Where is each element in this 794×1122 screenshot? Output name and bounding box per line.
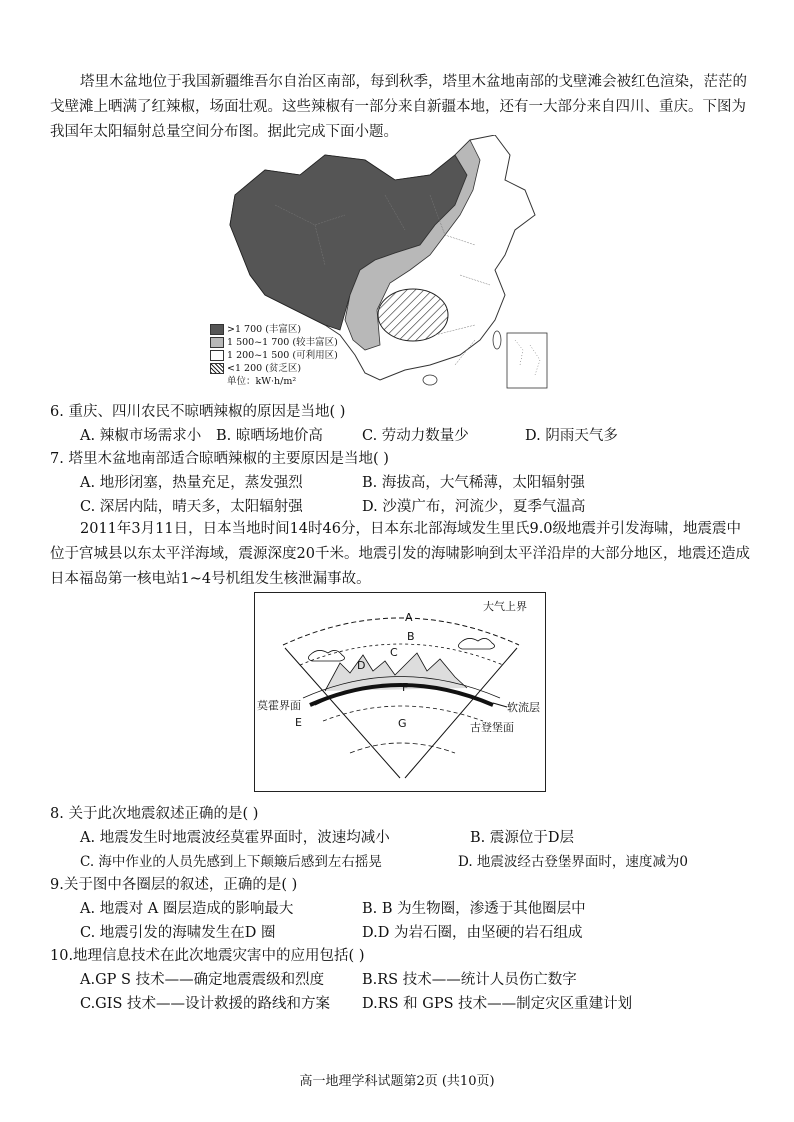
hainan-island (423, 375, 437, 385)
asthenosphere-arrow (493, 703, 507, 707)
label-asthenosphere: 软流层 (507, 701, 540, 714)
legend-item-usable (210, 350, 338, 362)
passage-earthquake: 2011年3月11日，日本当地时间14时46分，日本东北部海域发生里氏9.0级地震并引发海啸，地震震中位于宫城县以东太平洋海域，震源深度20千米。地震引发的海啸影响到太平洋沿岸的大部分地区，地震还造成日本福岛第一核电站1~4号机组发生核泄漏事故。 (50, 521, 750, 587)
legend-note: (丰富区) (265, 324, 302, 335)
q10-option-a[interactable]: A.GP S 技术——确定地震震级和烈度 (80, 972, 325, 988)
earth-layers-svg (255, 593, 545, 791)
legend-note: (可利用区) (292, 350, 338, 361)
legend-label: 1 500~1 700 (227, 337, 290, 348)
question-10-stem: 10.地理信息技术在此次地震灾害中的应用包括( ) (50, 948, 365, 964)
zone-poor (378, 289, 448, 341)
q9-option-b[interactable]: B. B 为生物圈，渗透于其他圈层中 (362, 901, 586, 917)
gutenberg-arc (350, 743, 455, 753)
q9-option-c[interactable]: C. 地震引发的海啸发生在D 圈 (80, 925, 276, 941)
q7-option-c[interactable]: C. 深居内陆，晴天多，太阳辐射强 (80, 499, 303, 515)
label-g: G (398, 717, 407, 730)
q6-option-d[interactable]: D. 阴雨天气多 (525, 428, 618, 444)
legend-label: <1 200 (227, 363, 263, 374)
q8-option-c[interactable]: C. 海中作业的人员先感到上下颠簸后感到左右摇晃 (80, 854, 382, 870)
taiwan-island (493, 331, 501, 349)
legend-swatch-relatively-rich (210, 337, 224, 348)
legend-label: 1 200~1 500 (227, 350, 290, 361)
label-f: F (402, 681, 409, 694)
legend-note: (较丰富区) (292, 337, 338, 348)
q6-option-c[interactable]: C. 劳动力数量少 (362, 428, 469, 444)
legend-label: >1 700 (227, 324, 263, 335)
question-8-stem: 8. 关于此次地震叙述正确的是( ) (50, 806, 259, 822)
legend-note: (贫乏区) (265, 363, 302, 374)
label-atmosphere-top: 大气上界 (483, 600, 527, 613)
q9-option-d[interactable]: D.D 为岩石圈，由坚硬的岩石组成 (362, 925, 583, 941)
q6-option-b[interactable]: B. 晾晒场地价高 (216, 428, 323, 444)
label-c: C (390, 646, 398, 659)
label-gutenberg: 古登堡面 (470, 721, 514, 734)
q9-option-a[interactable]: A. 地震对 A 圈层造成的影响最大 (80, 901, 294, 917)
legend-unit: 单位：kW·h/m² (227, 376, 297, 387)
legend-item-rich (210, 324, 301, 336)
legend-swatch-usable (210, 350, 224, 361)
q8-option-d[interactable]: D. 地震波经古登堡界面时，速度减为0 (458, 854, 689, 870)
question-7-stem: 7. 塔里木盆地南部适合晾晒辣椒的主要原因是当地( ) (50, 451, 389, 467)
q7-option-b[interactable]: B. 海拔高，大气稀薄，太阳辐射强 (362, 475, 585, 491)
label-d: D (357, 659, 366, 672)
legend-swatch-poor (210, 363, 224, 374)
passage-tarim: 塔里木盆地位于我国新疆维吾尔自治区南部，每到秋季，塔里木盆地南部的戈壁滩会被红色渲染，茫茫的戈壁滩上晒满了红辣椒，场面壮观。这些辣椒有一部分来自新疆本地，还有一大部分来自四川、重庆。下图为我国年太阳辐射总量空间分布图。据此完成下面小题。 (50, 74, 747, 140)
q10-option-c[interactable]: C.GIS 技术——设计救援的路线和方案 (80, 996, 331, 1012)
question-9-stem: 9.关于图中各圈层的叙述，正确的是( ) (50, 877, 298, 893)
china-solar-map (205, 135, 555, 390)
legend-item-poor (210, 363, 301, 375)
q10-option-b[interactable]: B.RS 技术——统计人员伤亡数字 (362, 972, 577, 988)
question-6-stem: 6. 重庆、四川农民不晾晒辣椒的原因是当地( ) (50, 404, 346, 420)
q7-option-a[interactable]: A. 地形闭塞，热量充足，蒸发强烈 (80, 475, 303, 491)
label-b: B (407, 630, 415, 643)
q8-option-b[interactable]: B. 震源位于D层 (470, 830, 574, 846)
label-moho: 莫霍界面 (257, 699, 301, 712)
legend-item-relatively-rich (210, 337, 338, 349)
q6-option-a[interactable]: A. 辣椒市场需求小 (80, 428, 202, 444)
page-footer: 高一地理学科试题第2页 (共10页) (299, 1074, 495, 1089)
q8-option-a[interactable]: A. 地震发生时地震波经莫霍界面时，波速均减小 (80, 830, 390, 846)
label-a: A (405, 611, 413, 624)
cloud-right (458, 638, 494, 649)
q7-option-d[interactable]: D. 沙漠广布，河流少，夏季气温高 (362, 499, 586, 515)
south-sea-inset (507, 333, 547, 388)
q10-option-d[interactable]: D.RS 和 GPS 技术——制定灾区重建计划 (362, 996, 633, 1012)
earth-layers-diagram (254, 592, 546, 792)
label-e: E (295, 716, 302, 729)
legend-swatch-rich (210, 324, 224, 335)
